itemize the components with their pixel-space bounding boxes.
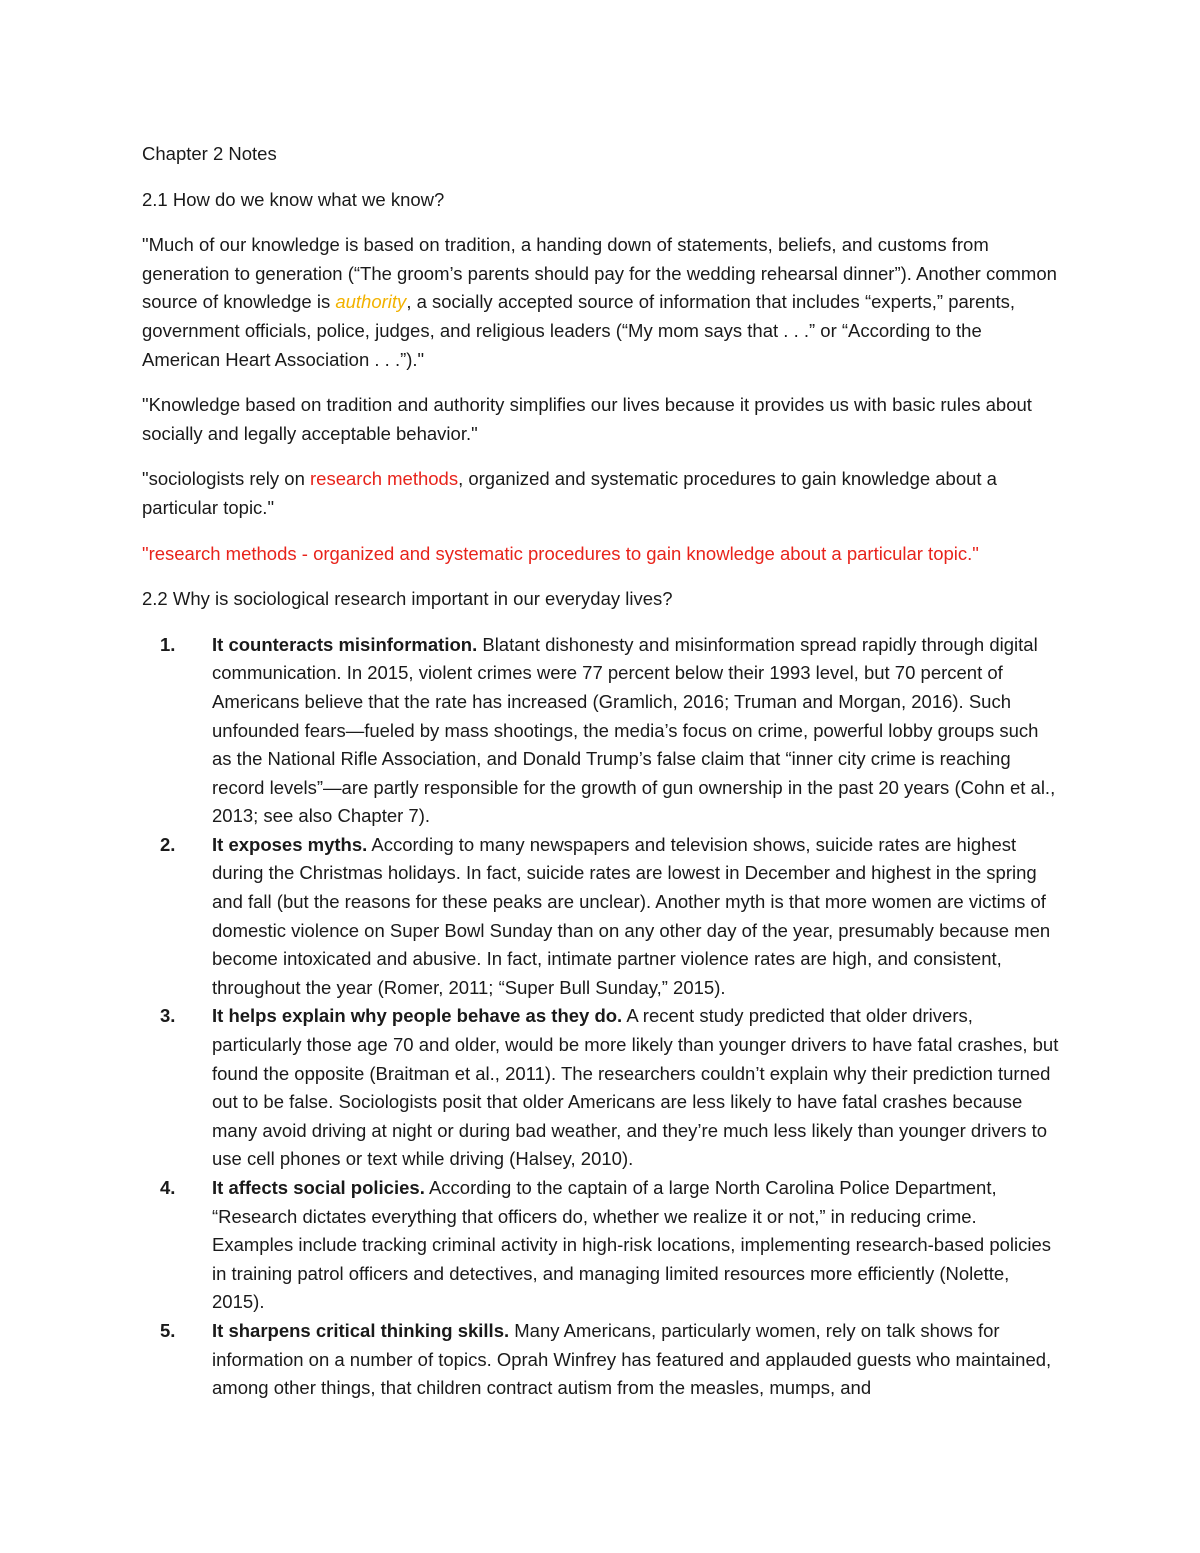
- paragraph-research-methods: [142, 465, 1060, 522]
- section-1-heading: 2.1 How do we know what we know?: [142, 188, 445, 210]
- list-item: [142, 1174, 1060, 1317]
- paragraph-text: , a socially accepted source of information that includes “experts,” parents, government officials, police, judges, and religious leaders (“My mom says that . . .” or “According to the American Heart Association . . .”).": [142, 291, 1016, 370]
- reasons-list: [142, 631, 1060, 1403]
- paragraph-text: , organized and systematic procedures to gain knowledge about a particular topic.": [142, 468, 997, 518]
- list-item-lead: It sharpens critical thinking skills.: [212, 1319, 510, 1341]
- section-2-heading: 2.2 Why is sociological research important in our everyday lives?: [142, 588, 673, 610]
- list-item-lead: It counteracts misinformation.: [212, 633, 478, 655]
- list-item: [142, 1002, 1060, 1174]
- paragraph-text: "sociologists rely on: [142, 468, 310, 490]
- list-item-number: 5.: [160, 1319, 176, 1341]
- list-item-lead: It exposes myths.: [212, 833, 368, 855]
- document-page: [142, 140, 1060, 1403]
- research-methods-definition: "research methods - organized and systematic procedures to gain knowledge about a particular topic.": [142, 542, 979, 564]
- list-item-number: 2.: [160, 833, 176, 855]
- list-item-number: 4.: [160, 1177, 176, 1198]
- list-item-text: According to many newspapers and television shows, suicide rates are highest during the Christmas holidays. In fact, suicide rates are lowest in December and highest in the spring and fall (but the reasons for these peaks are unclear). Another myth is that more women are victims of domestic violence on Super Bowl Sunday than on any other day of the year, presumably because men become intoxicated and abusive. In fact, intimate partner violence rates are high, and consistent, throughout the year (Romer, 2011; “Super Bull Sunday,” 2015).: [212, 833, 1051, 998]
- authority-highlight: authority: [335, 291, 407, 313]
- list-item: [142, 631, 1060, 831]
- research-methods-highlight: research methods: [310, 468, 459, 490]
- paragraph-tradition-authority: [142, 231, 1060, 374]
- list-item-text: A recent study predicted that older drivers, particularly those age 70 and older, would be more likely than younger drivers to have fatal crashes, but found the opposite (Braitman et al., 2011). The researchers couldn’t explain why their prediction turned out to be false. Sociologists posit that older Americans are less likely to have fatal crashes because many avoid driving at night or during bad weather, and they’re much less likely than younger drivers to use cell phones or text while driving (Halsey, 2010).: [212, 1005, 1059, 1170]
- list-item-number: 3.: [160, 1005, 176, 1027]
- paragraph-knowledge-rules: "Knowledge based on tradition and authority simplifies our lives because it provides us with basic rules about socially and legally acceptable behavior.": [142, 394, 1032, 444]
- list-item-text: According to the captain of a large North Carolina Police Department, “Research dictates everything that officers do, whether we realize it or not,” in reducing crime. Examples include tracking criminal activity in high-risk locations, implementing research-based policies in training patrol officers and detectives, and managing limited resources more efficiently (Nolette, 2015).: [212, 1177, 1052, 1313]
- document-title: Chapter 2 Notes: [142, 143, 277, 164]
- paragraph-text: "Much of our knowledge is based on tradition, a handing down of statements, beliefs, and customs from generation to generation (“The groom’s parents should pay for the wedding rehearsal dinner”). Another common source of knowledge is: [142, 234, 1057, 313]
- list-item: [142, 1317, 1060, 1403]
- list-item-number: 1.: [160, 633, 176, 655]
- list-item-lead: It helps explain why people behave as they do.: [212, 1005, 623, 1027]
- list-item-text: Blatant dishonesty and misinformation spread rapidly through digital communication. In 2015, violent crimes were 77 percent below their 1993 level, but 70 percent of Americans believe that the rate has increased (Gramlich, 2016; Truman and Morgan, 2016). Such unfounded fears—fueled by mass shootings, the media’s focus on crime, powerful lobby groups such as the National Rifle Association, and Donald Trump’s false claim that “inner city crime is reaching record levels”—are partly responsible for the growth of gun ownership in the past 20 years (Cohn et al., 2013; see also Chapter 7).: [212, 633, 1056, 827]
- list-item-lead: It affects social policies.: [212, 1177, 425, 1198]
- list-item: [142, 831, 1060, 1003]
- list-item-text: Many Americans, particularly women, rely on talk shows for information on a number of topics. Oprah Winfrey has featured and applauded guests who maintained, among other things, that children contract autism from the measles, mumps, and: [212, 1319, 1052, 1399]
